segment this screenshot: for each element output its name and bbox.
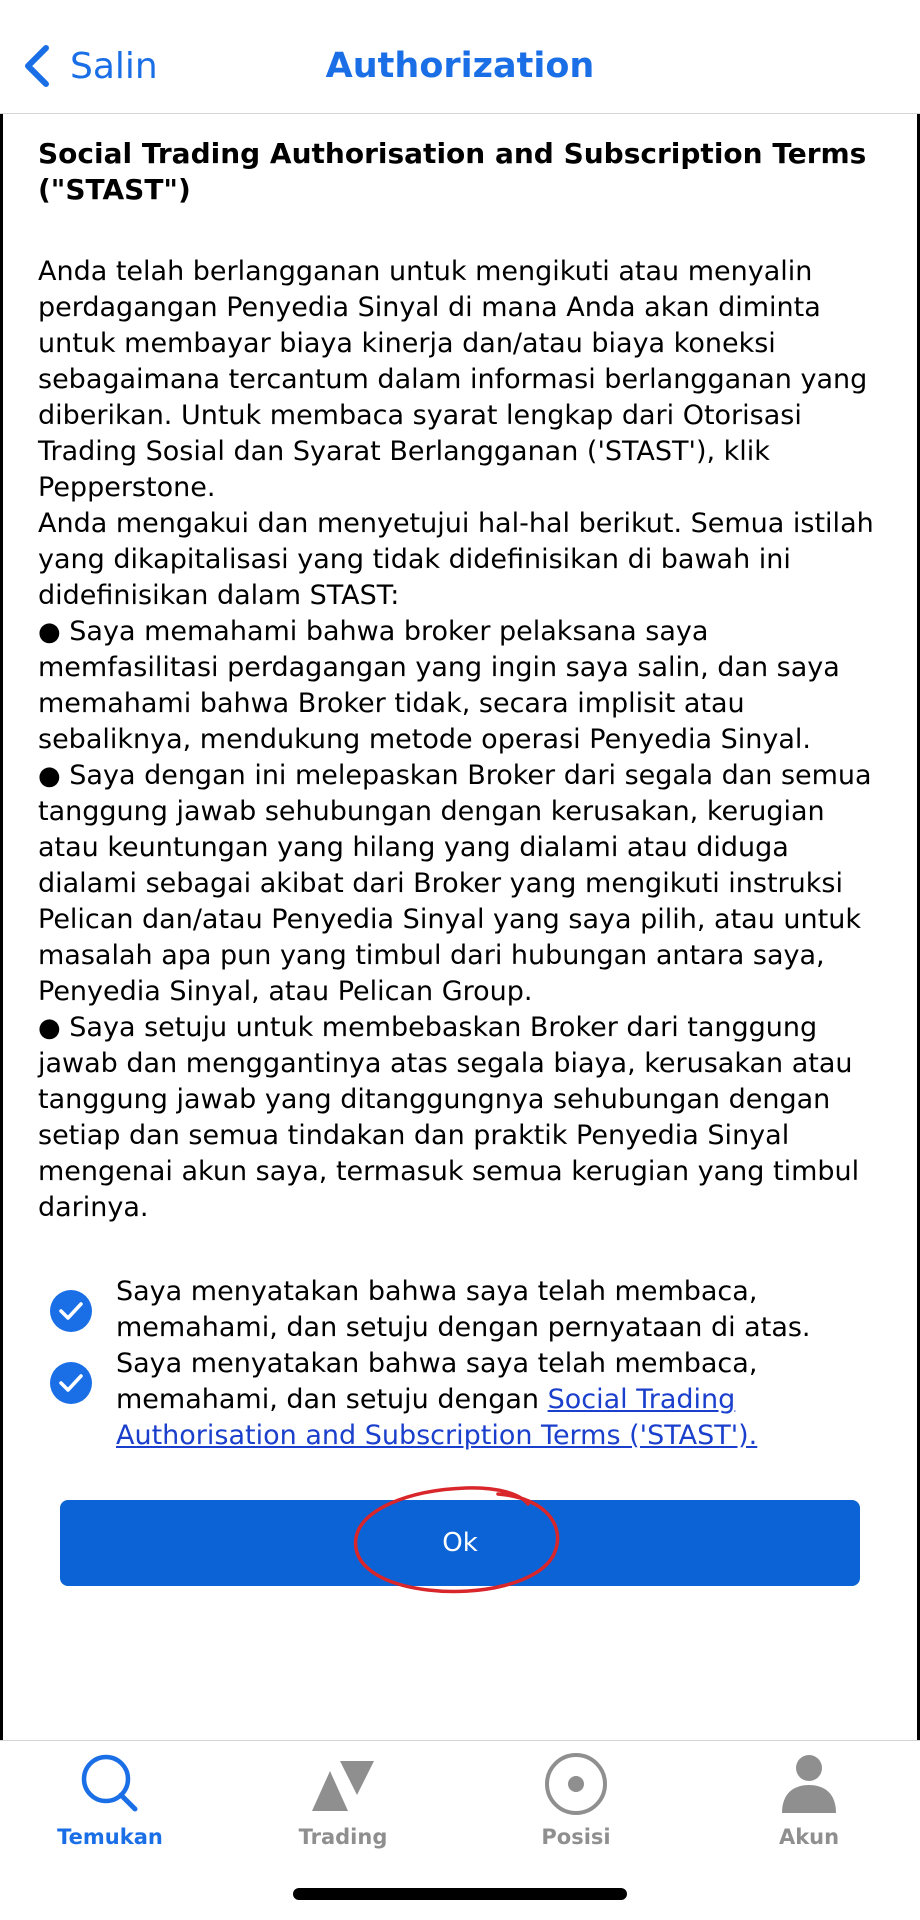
tab-temukan[interactable] bbox=[20, 1741, 200, 1861]
document-body bbox=[38, 254, 883, 1226]
tab-label: Akun bbox=[778, 1825, 840, 1849]
tab-label: Temukan bbox=[57, 1825, 163, 1849]
acknowledgement-paragraph: Anda mengakui dan menyetujui hal-hal berikut. Semua istilah yang dikapitalisasi yang tidak didefinisikan di bawah ini didefinisikan dalam STAST: bbox=[38, 508, 874, 611]
bullet-icon: ● bbox=[38, 761, 61, 791]
home-indicator[interactable] bbox=[293, 1888, 627, 1900]
terms-document bbox=[38, 136, 883, 1226]
trading-triangles-icon bbox=[310, 1751, 376, 1817]
bullet-item: ● Saya setuju untuk membebaskan Broker dari tanggung jawab dan menggantinya atas segala biaya, kerusakan atau tanggung jawab yang ditanggungnya sehubungan dengan setiap dan semua tindakan dan praktik Penyedia Sinyal mengenai akun saya, termasuk semua kerugian yang timbul darinya. bbox=[38, 1012, 860, 1223]
tab-label: Trading bbox=[298, 1825, 388, 1849]
back-label: Salin bbox=[70, 45, 158, 87]
intro-paragraph: Anda telah berlangganan untuk mengikuti atau menyalin perdagangan Penyedia Sinyal di mana Anda akan diminta untuk membayar biaya kinerja dan/atau biaya koneksi sebagaimana tercantum dalam informasi berlangganan yang diberikan. Untuk membaca syarat lengkap dari Otorisasi Trading Sosial dan Syarat Berlangganan ('STAST'), klik Pepperstone. bbox=[38, 256, 868, 503]
checkmark-circle-icon[interactable] bbox=[50, 1362, 92, 1404]
ok-button[interactable]: Ok bbox=[60, 1500, 860, 1586]
confirmation-text: Saya menyatakan bahwa saya telah membaca, memahami, dan setuju dengan Social Trading Authorisation and Subscription Terms ('STAST'). bbox=[116, 1348, 758, 1451]
confirmation-row-stast[interactable] bbox=[50, 1346, 880, 1454]
bullet-icon: ● bbox=[38, 617, 61, 647]
search-icon bbox=[77, 1751, 143, 1817]
page-title: Authorization bbox=[325, 46, 595, 86]
bullet-icon: ● bbox=[38, 1013, 61, 1043]
confirmation-checkboxes bbox=[50, 1274, 880, 1454]
tab-posisi[interactable] bbox=[486, 1741, 666, 1861]
tab-akun[interactable] bbox=[719, 1741, 899, 1861]
document-title: Social Trading Authorisation and Subscription Terms ("STAST") bbox=[38, 137, 867, 206]
bullet-item: ● Saya dengan ini melepaskan Broker dari segala dan semua tanggung jawab sehubungan dengan kerusakan, kerugian atau keuntungan yang hilang yang dialami atau diduga dialami sebagai akibat dari Broker yang mengikuti instruksi Pelican dan/atau Penyedia Sinyal yang saya pilih, atau untuk masalah apa pun yang timbul dari hubungan antara saya, Penyedia Sinyal, atau Pelican Group. bbox=[38, 760, 872, 1007]
bullet-item: ● Saya memahami bahwa broker pelaksana saya memfasilitasi perdagangan yang ingin saya salin, dan saya memahami bahwa Broker tidak, secara implisit atau sebaliknya, mendukung metode operasi Penyedia Sinyal. bbox=[38, 616, 840, 755]
confirmation-row-statement[interactable] bbox=[50, 1274, 880, 1346]
checkmark-circle-icon[interactable] bbox=[50, 1290, 92, 1332]
position-circle-icon bbox=[543, 1751, 609, 1817]
confirmation-text: Saya menyatakan bahwa saya telah membaca, memahami, dan setuju dengan pernyataan di atas. bbox=[116, 1276, 811, 1343]
navigation-bar bbox=[0, 0, 920, 114]
tab-label: Posisi bbox=[541, 1825, 611, 1849]
person-icon bbox=[776, 1751, 842, 1817]
tab-trading[interactable] bbox=[253, 1741, 433, 1861]
stast-link[interactable]: Social Trading Authorisation and Subscription Terms ('STAST'). bbox=[116, 1384, 758, 1451]
